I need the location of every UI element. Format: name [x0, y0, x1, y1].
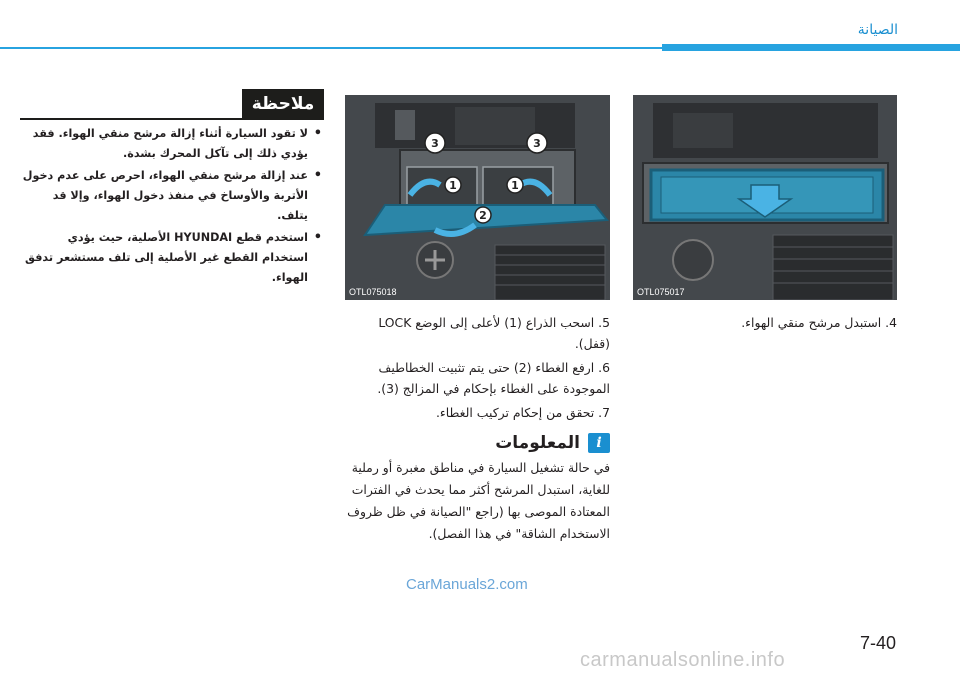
caution-item: • عند إزالة مرشح منقي الهواء، احرص على عدم دخول الأتربة والأوساخ في منفذ دخول الهواء، وإلا قد يتلف. [20, 166, 322, 226]
steps-column-middle [345, 312, 610, 426]
header-accent-bar [662, 44, 960, 51]
section-title: الصيانة [857, 22, 898, 38]
svg-text:3: 3 [431, 137, 439, 150]
step-5: 5. اسحب الذراع (1) لأعلى إلى الوضع LOCK (قفل). [378, 315, 610, 351]
footer-watermark: carmanualsonline.info [580, 649, 786, 671]
info-header [345, 430, 610, 456]
step-6: 6. ارفع الغطاء (2) حتى يتم تثبيت الخطاطيف الموجودة على الغطاء بإحكام في المزالج (3). [377, 360, 610, 396]
info-title: المعلومات [495, 433, 580, 453]
caution-list [20, 124, 322, 290]
step-7: 7. تحقق من إحكام تركيب الغطاء. [435, 405, 610, 420]
svg-text:3: 3 [533, 137, 541, 150]
engine-illustration [633, 95, 897, 300]
photo-close-cover [345, 95, 610, 300]
caution-title: ملاحظة [242, 89, 324, 119]
page-number: 7-40 [860, 633, 897, 653]
info-body: في حالة تشغيل السيارة في مناطق مغبرة أو رملية للغاية، استبدل المرشح أكثر مما يحدث في الفترات المعتادة الموصى بها (راجع "الصيانة في ظل ظروف الاستخدام الشاقة" في هذا الفصل). [347, 460, 610, 541]
svg-text:1: 1 [449, 179, 457, 192]
info-icon: i [588, 433, 610, 453]
photo-replace-filter [633, 95, 897, 300]
photo-code: OTL075017 [637, 287, 685, 297]
watermark-link[interactable]: CarManuals2.com [406, 576, 528, 593]
caution-item: • لا تقود السيارة أثناء إزالة مرشح منقي الهواء. فقد يؤدي ذلك إلى تآكل المحرك بشدة. [20, 124, 322, 164]
photo-code: OTL075018 [349, 287, 397, 297]
step-4: 4. استبدل مرشح منقي الهواء. [741, 315, 897, 330]
caution-item: • استخدم قطع HYUNDAI الأصلية، حيث يؤدي استخدام القطع غير الأصلية إلى تلف مستشعر تدفق الهواء. [20, 228, 322, 288]
svg-text:1: 1 [511, 179, 519, 192]
engine-illustration [345, 95, 610, 300]
caution-rule [20, 118, 324, 120]
steps-column-right [633, 312, 897, 336]
svg-text:2: 2 [479, 209, 487, 222]
